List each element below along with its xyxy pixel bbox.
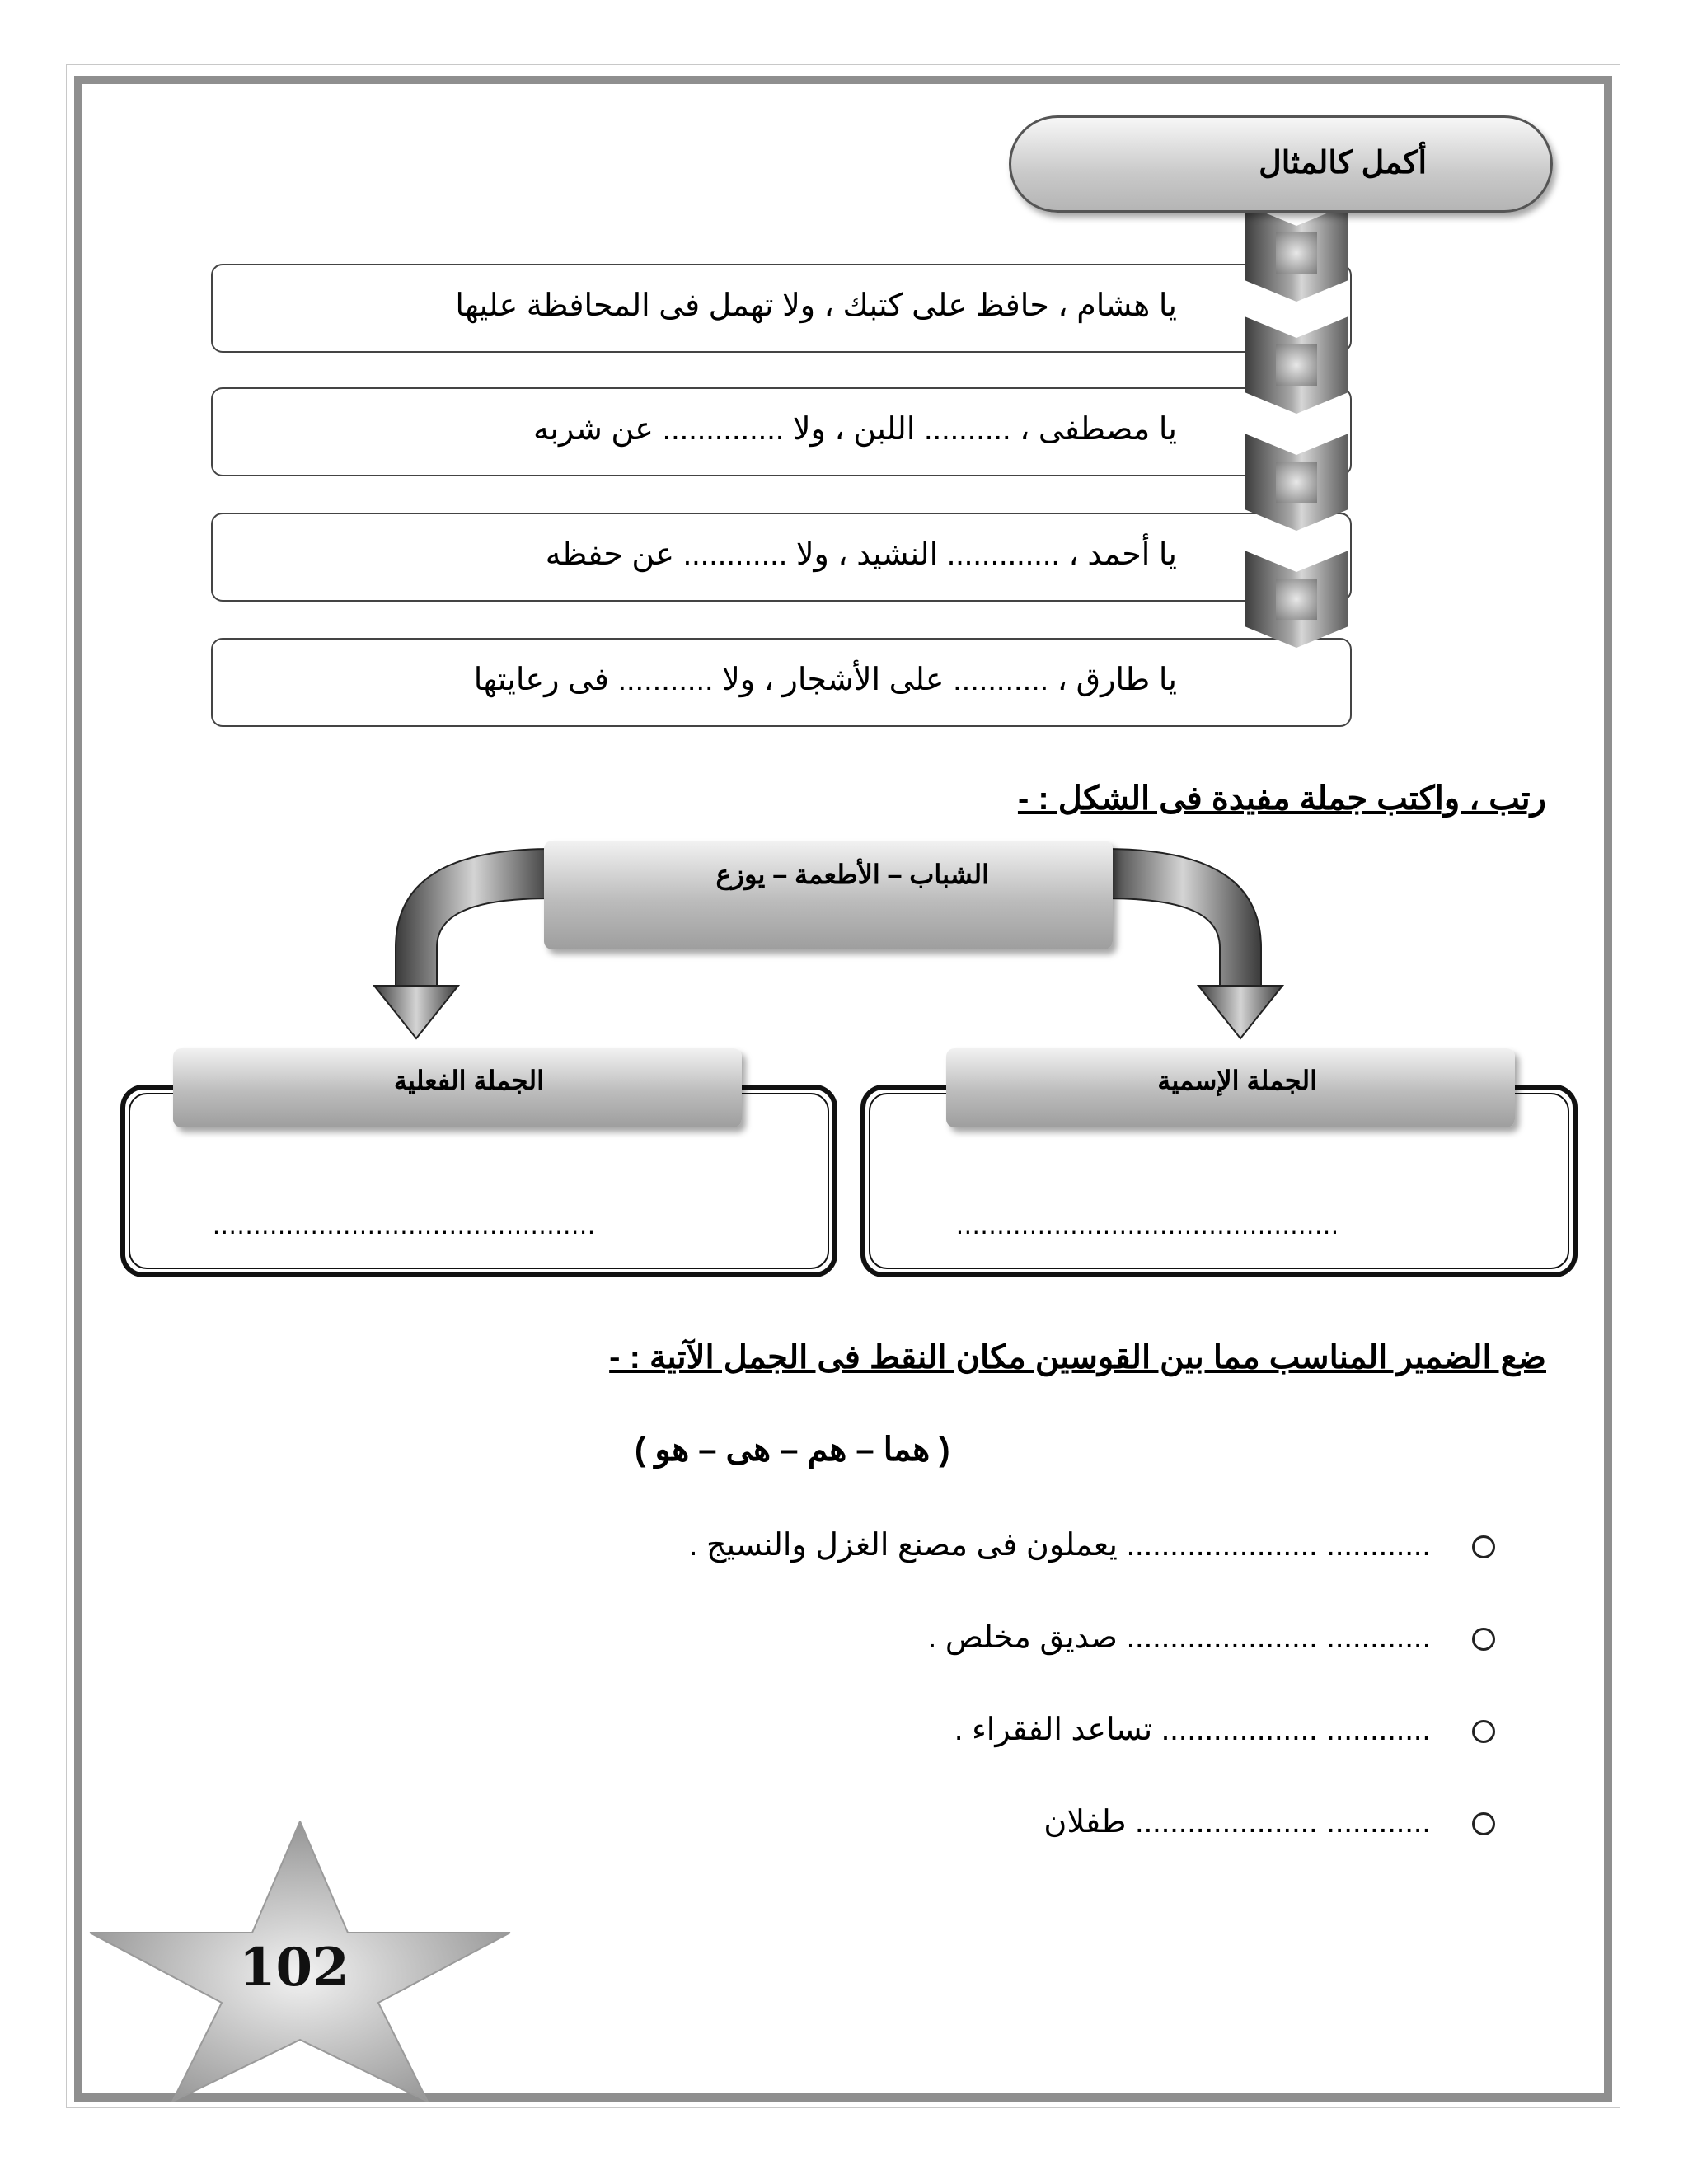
verbal-answer-blank: ............................................... bbox=[213, 1210, 596, 1240]
circle-bullet-icon bbox=[1472, 1628, 1495, 1651]
exercise-line-text: يا أحمد ، ............. النشيد ، ولا ............ عن حفظه bbox=[545, 537, 1177, 572]
circle-bullet-icon bbox=[1472, 1535, 1495, 1558]
page-number: 102 bbox=[239, 1937, 349, 1999]
pronoun-choices: ( هما – هم – هى – هو ) bbox=[635, 1432, 950, 1468]
list-item-text: ............ ...................... يعملون فى مصنع الغزل والنسيج . bbox=[688, 1528, 1431, 1563]
circle-bullet-icon bbox=[1472, 1812, 1495, 1835]
example-line-text: يا هشام ، حافظ على كتبك ، ولا تهمل فى المحافظة عليها bbox=[455, 288, 1177, 323]
list-item bbox=[928, 1619, 1495, 1656]
section3-heading: ضع الضمير المناسب مما بين القوسين مكان النقط فى الجمل الآتية : - bbox=[609, 1339, 1546, 1376]
exercise-line-box bbox=[211, 513, 1352, 602]
list-item bbox=[689, 1526, 1495, 1563]
nominal-answer-blank: ............................................... bbox=[956, 1210, 1339, 1240]
words-text: الشباب – الأطعمة – يوزع bbox=[715, 860, 989, 889]
list-item-text: ............ ..................... طفلان bbox=[1043, 1805, 1431, 1840]
section1-title: أكمل كالمثال bbox=[1259, 146, 1427, 180]
nominal-label-box bbox=[946, 1048, 1515, 1127]
verbal-label-box bbox=[173, 1048, 742, 1127]
section1-title-pill bbox=[1009, 115, 1553, 213]
list-item-text: ............ ...................... صديق مخلص . bbox=[927, 1620, 1431, 1655]
arrow-left-icon bbox=[374, 849, 552, 1038]
circle-bullet-icon bbox=[1472, 1720, 1495, 1743]
list-item-text: ............ .................. تساعد الفقراء . bbox=[954, 1713, 1431, 1747]
exercise-line-box bbox=[211, 638, 1352, 727]
section2-heading: رتب ، واكتب جملة مفيدة فى الشكل : - bbox=[1017, 780, 1546, 817]
nominal-label: الجملة الإسمية bbox=[1157, 1066, 1317, 1095]
list-item bbox=[954, 1711, 1495, 1748]
words-box bbox=[544, 841, 1113, 949]
arrow-right-icon bbox=[1104, 849, 1282, 1038]
exercise-line-box bbox=[211, 387, 1352, 476]
exercise-line-text: يا مصطفى ، .......... اللبن ، ولا .............. عن شربه bbox=[533, 412, 1177, 447]
list-item bbox=[1043, 1803, 1495, 1840]
verbal-label: الجملة الفعلية bbox=[393, 1066, 544, 1095]
example-line-box bbox=[211, 264, 1352, 353]
exercise-line-text: يا طارق ، ........... على الأشجار ، ولا ........... فى رعايتها bbox=[473, 663, 1177, 697]
